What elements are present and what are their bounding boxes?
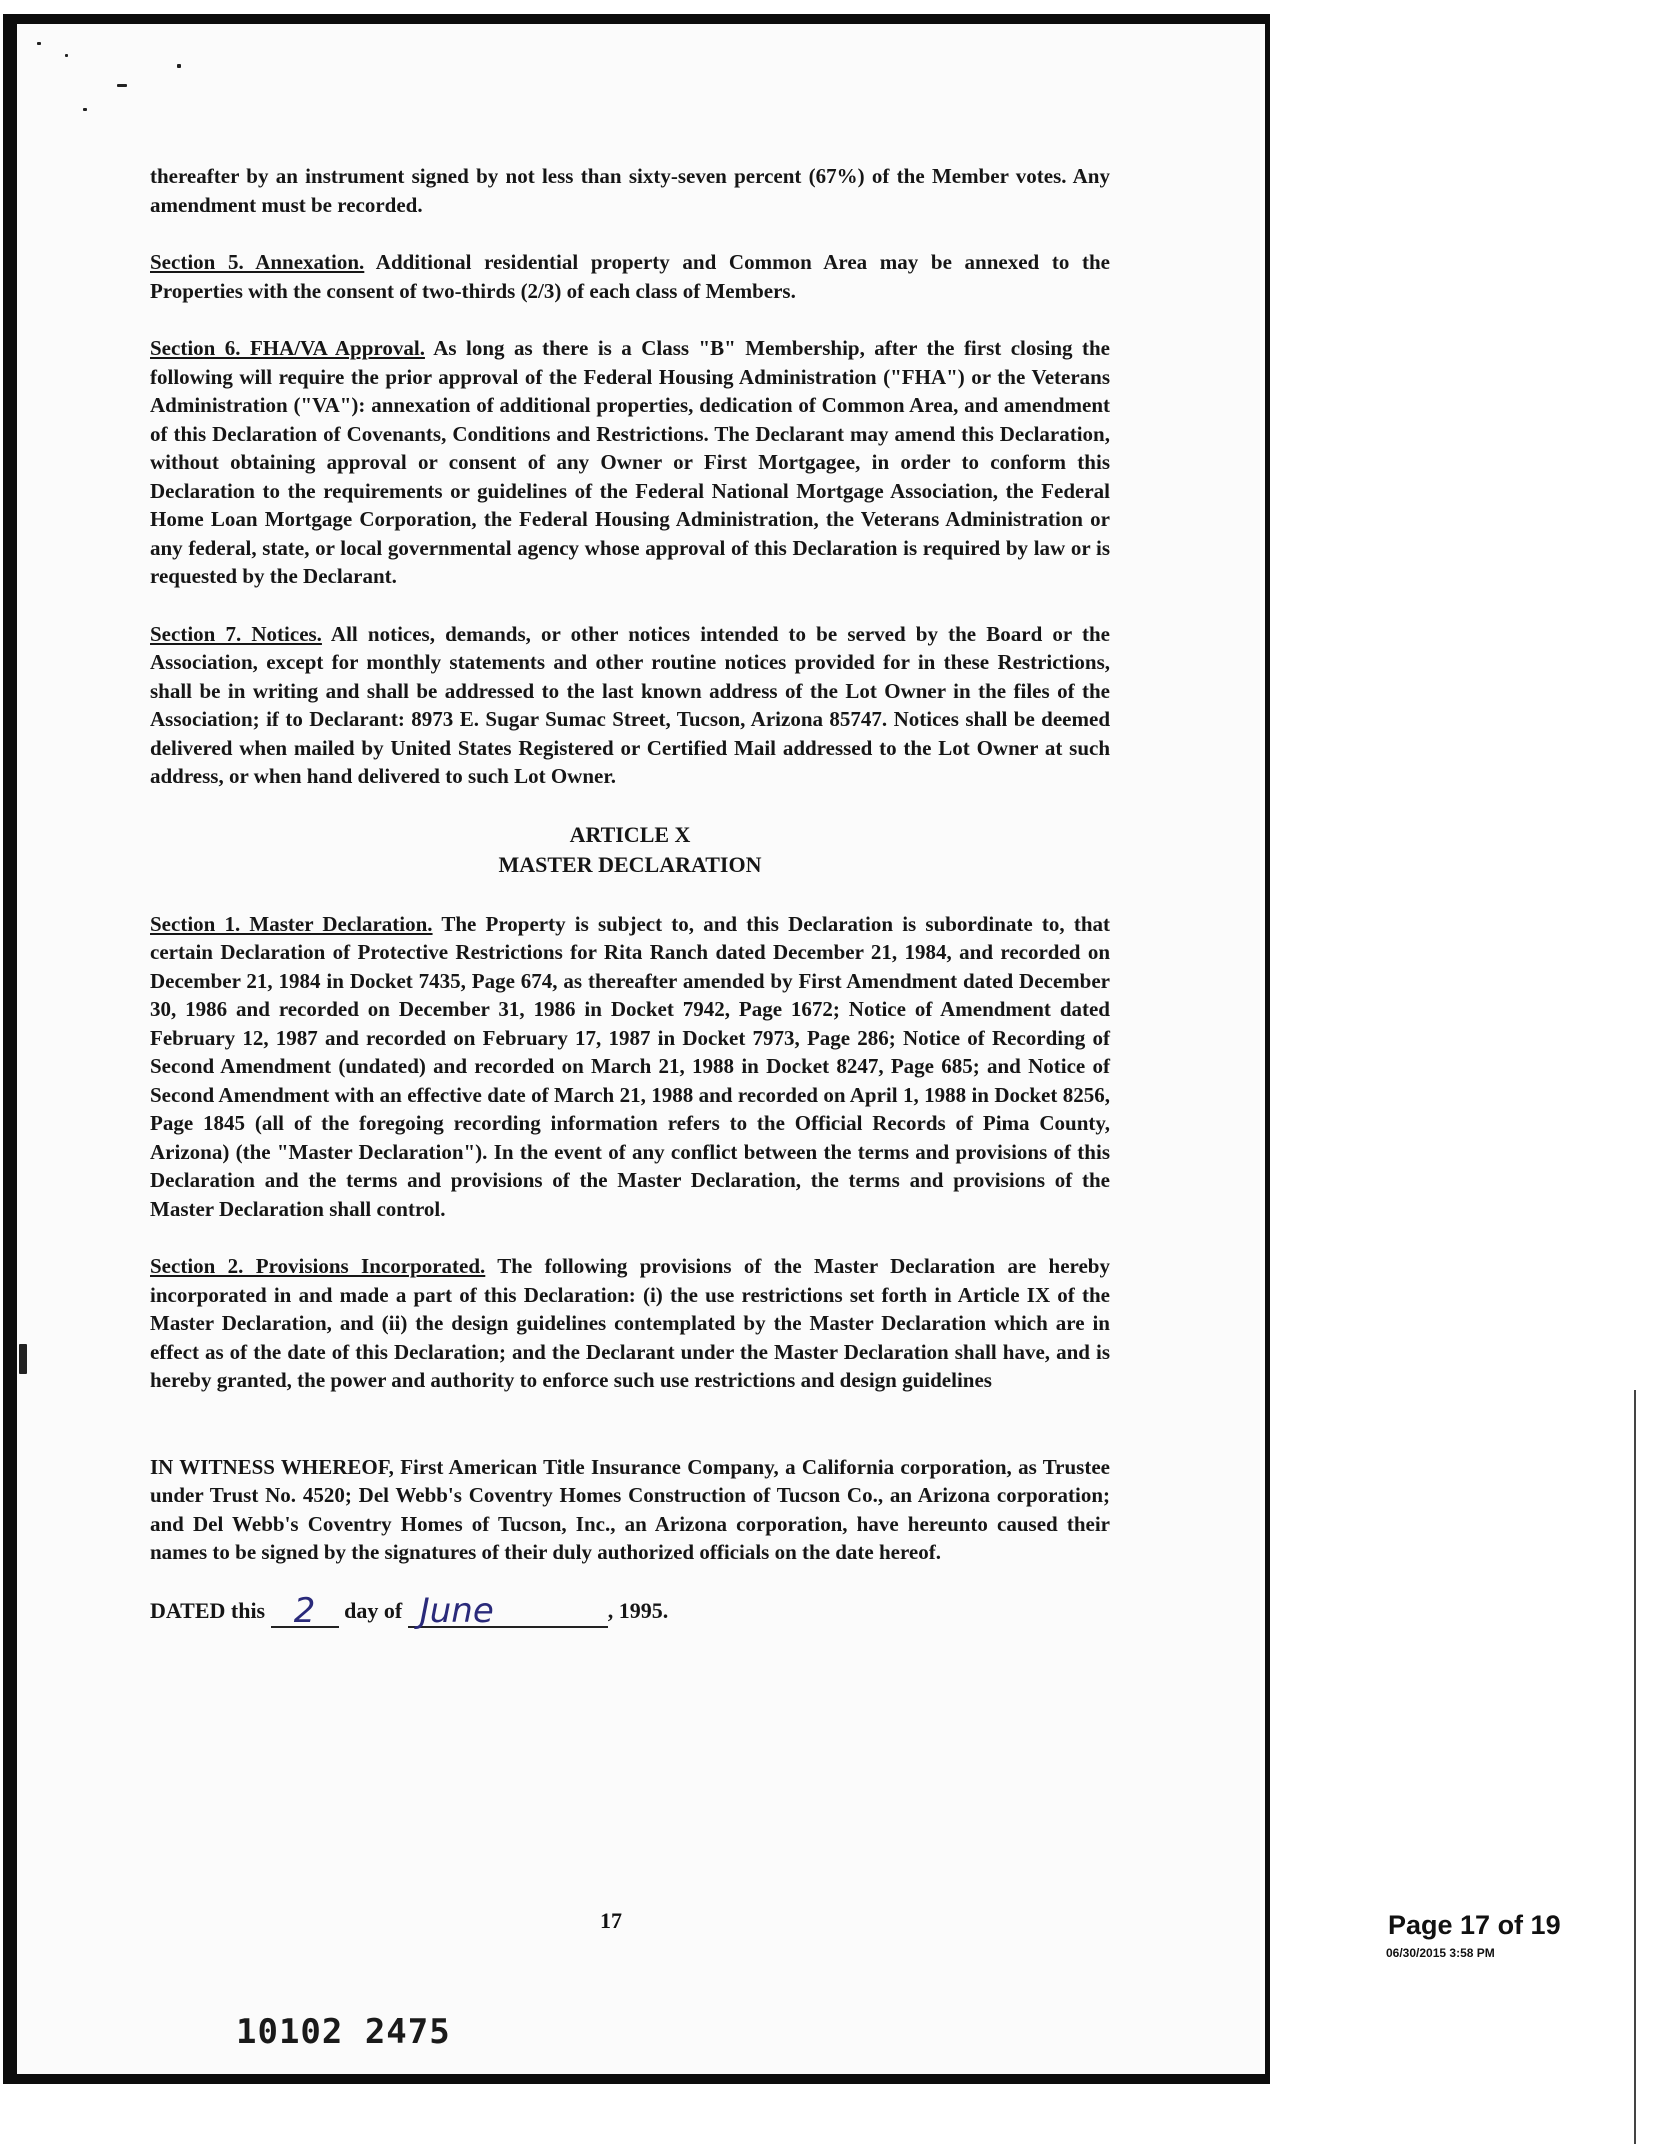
- viewer-timestamp: 06/30/2015 3:58 PM: [1386, 1946, 1495, 1960]
- article-section-1-text: The Property is subject to, and this Declaration is subordinate to, that certain Declaration of Protective Restrictions for Rita Ranch dated December 21, 1984, and recorded on December 21, 1984 in Docket 7435, Page 674, as thereafter amended by First Amendment dated December 30, 1986 and recorded on December 31, 1986 in Docket 7942, Page 1672; Notice of Amendment dated February 12, 1987 and recorded on February 17, 1987 in Docket 7973, Page 286; Notice of Recording of Second Amendment (undated) and recorded on March 21, 1988 in Docket 8247, Page 685; and Notice of Second Amendment with an effective date of March 21, 1988 and recorded on April 1, 1988 in Docket 8256, Page 1845 (all of the foregoing recording information refers to the Official Records of Pima County, Arizona) (the "Master Declaration"). In the event of any conflict between the terms and provisions of this Declaration and the terms and provisions of the Master Declaration, the terms and provisions of the Master Declaration shall control.: [150, 911, 1110, 1221]
- scan-speck: [19, 1344, 27, 1374]
- dated-day-handwritten: 2: [271, 1596, 339, 1628]
- section-5-paragraph: [150, 248, 1110, 305]
- scan-speck: [65, 54, 68, 57]
- article-number: ARTICLE X: [569, 821, 691, 847]
- article-section-1-heading: Section 1. Master Declaration.: [150, 911, 433, 936]
- section-7-heading: Section 7. Notices.: [150, 621, 322, 646]
- page-number: 17: [600, 1908, 622, 1933]
- section-7-text: All notices, demands, or other notices intended to be served by the Board or the Association, except for monthly statements and other routine notices provided for in these Restrictions, shall be in writing and shall be addressed to the last known address of the Lot Owner in the files of the Association; if to Declarant: 8973 E. Sugar Sumac Street, Tucson, Arizona 85747. Notices shall be deemed delivered when mailed by United States Registered or Certified Mail addressed to the Lot Owner at such address, or when hand delivered to such Lot Owner.: [150, 621, 1110, 788]
- intro-paragraph: thereafter by an instrument signed by not less than sixty-seven percent (67%) of the Member votes. Any amendment must be recorded.: [150, 164, 1110, 217]
- scan-speck: [83, 108, 87, 111]
- article-section-2-heading: Section 2. Provisions Incorporated.: [150, 1254, 486, 1278]
- viewer-divider: [1634, 1390, 1636, 2144]
- section-7-paragraph: [150, 620, 1110, 791]
- document-body: [150, 162, 1110, 1631]
- dated-year: , 1995.: [607, 1597, 669, 1623]
- scan-speck: [177, 64, 181, 68]
- article-section-2-text: The following provisions of the Master Declaration are hereby incorporated in and made a part of this Declaration: (i) the use restrictions set forth in Article IX of the Master Declaration, and (ii) the design guidelines contemplated by the Master Declaration which are in effect as of the date of this Declaration; and the Declarant under the Master Declaration shall have, and is hereby granted, the power and authority to enforce such use restrictions and design guidelines: [150, 1254, 1110, 1392]
- viewer-page-label: Page 17 of 19: [1388, 1910, 1561, 1940]
- section-6-paragraph: [150, 334, 1110, 591]
- article-heading: [150, 820, 1110, 880]
- scan-speck: [37, 42, 41, 45]
- section-6-text: As long as there is a Class "B" Membership, after the first closing the following will require the prior approval of the Federal Housing Administration ("FHA") or the Veterans Administration ("VA"): annexation of additional properties, dedication of Common Area, and amendment of this Declaration of Covenants, Conditions and Restrictions. The Declarant may amend this Declaration, without obtaining approval or consent of any Owner or First Mortgagee, in order to conform this Declaration to the requirements or guidelines of the Federal National Mortgage Association, the Federal Home Loan Mortgage Corporation, the Federal Housing Administration, the Veterans Administration or any federal, state, or local governmental agency whose approval of this Declaration is required by law or is requested by the Declarant.: [150, 336, 1110, 588]
- article-section-1-paragraph: [150, 910, 1110, 1224]
- section-6-heading: Section 6. FHA/VA Approval.: [150, 336, 425, 360]
- dated-month-handwritten: June: [408, 1596, 608, 1628]
- article-section-2-paragraph: [150, 1252, 1110, 1395]
- dated-prefix: DATED this: [150, 1597, 266, 1623]
- dated-mid: day of: [344, 1597, 403, 1623]
- witness-paragraph: IN WITNESS WHEREOF, First American Title Insurance Company, a California corporation, as Trustee under Trust No. 4520; Del Webb's Coventry Homes Construction of Tucson Co., an Arizona corporation; and Del Webb's Coventry Homes of Tucson, Inc., an Arizona corporation, have hereunto caused their names to be signed by the signatures of their duly authorized officials on the date hereof.: [150, 1454, 1110, 1564]
- article-title: MASTER DECLARATION: [498, 851, 762, 877]
- section-5-heading: Section 5. Annexation.: [150, 250, 365, 274]
- recording-stamp: 10102 2475: [236, 2012, 451, 2052]
- section-5-text: Additional residential property and Common Area may be annexed to the Properties with the consent of two-thirds (2/3) of each class of Members.: [150, 250, 1110, 303]
- dated-line: [150, 1590, 1110, 1631]
- scan-speck: [117, 84, 127, 87]
